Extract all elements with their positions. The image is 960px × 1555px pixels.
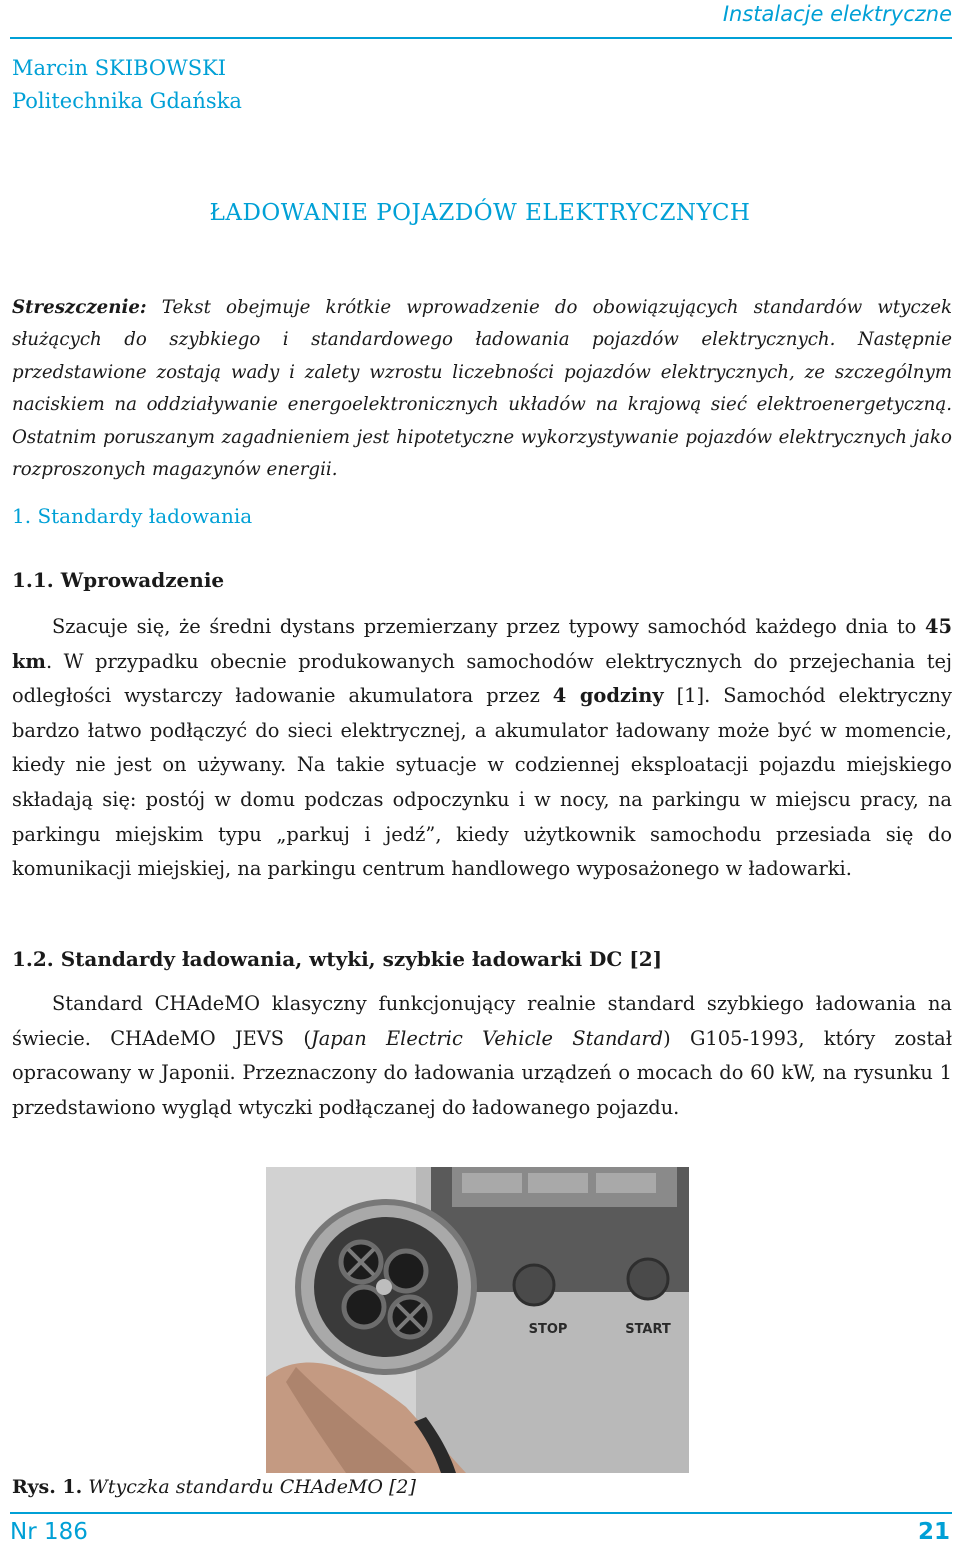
paragraph-italic: Japan Electric Vehicle Standard [310, 1026, 664, 1050]
author-block [12, 52, 242, 118]
article-title: ŁADOWANIE POJAZDÓW ELEKTRYCZNYCH [209, 200, 751, 226]
figure-caption [12, 1476, 416, 1498]
caption-text: Wtyczka standardu CHAdeMO [2] [82, 1476, 416, 1498]
figure-chademo-plug [266, 1167, 689, 1473]
paragraph-text: Standard CHAdeMO klasyczny funkcjonujący realnie standard szybkiego ładowania na świecie. CHAdeMO JEVS ( [12, 992, 952, 1050]
section-heading-1-2: 1.2. Standardy ładowania, wtyki, szybkie ładowarki DC [2] [12, 947, 663, 971]
abstract [12, 292, 952, 486]
paragraph-text: ) G105-1993, który został opracowany w Japonii. Przeznaczony do ładowania urządzeń o mocach do 60 kW, na rysunku 1 przedstawiono wygląd wtyczki podłączanej do ładowanego pojazdu. [12, 1026, 952, 1119]
abstract-label: Streszczenie: [12, 297, 147, 318]
stop-button-label: STOP [528, 1322, 568, 1337]
footer-divider [10, 1512, 952, 1514]
paragraph-text: . W przypadku obecnie produkowanych samochodów elektrycznych do przejechania tej odległości wystarczy ładowanie akumulatora przez [12, 649, 952, 708]
chademo-plug-photo [266, 1167, 689, 1473]
paragraph-text: Szacuje się, że średni dystans przemierzany przez typowy samochód każdego dnia to [52, 615, 926, 638]
charging-time-value: 4 godziny [552, 684, 664, 708]
page-number: 21 [917, 1519, 950, 1545]
author-name: Marcin SKIBOWSKI [12, 56, 227, 80]
issue-number: Nr 186 [10, 1519, 88, 1545]
paragraph-chademo [12, 987, 952, 1125]
header-divider [10, 37, 952, 39]
section-header: Instalacje elektryczne [722, 2, 952, 26]
paragraph-text: [1]. Samochód elektryczny bardzo łatwo podłączyć do sieci elektrycznej, a akumulator ładowany może być w momencie, kiedy nie jest on używany. Na takie sytuacje w codziennej eksploatacji pojazdu miejskiego składają się: postój w domu podczas odpoczynku i w nocy, na parkingu w miejscu pracy, na parkingu miejskim typu „parkuj i jedź”, kiedy użytkownik samochodu przesiada się do komunikacji miejskiej, na parkingu centrum handlowego wyposażonego w ładowarki. [12, 684, 952, 881]
paragraph-intro [12, 610, 952, 887]
author-affiliation: Politechnika Gdańska [12, 89, 242, 113]
distance-value: 45 km [12, 615, 952, 673]
caption-label: Rys. 1. [12, 1476, 83, 1498]
abstract-text: Tekst obejmuje krótkie wprowadzenie do obowiązujących standardów wtyczek służących do szybkiego i standardowego ładowania pojazdów elektrycznych. Następnie przedstawione zostają wady i zalety wzrostu liczebności pojazdów elektrycznych, ze szczególnym naciskiem na oddziaływanie energoelektronicznych układów na krajową sieć elektroenergetyczną. Ostatnim poruszanym zagadnieniem jest hipotetyczne wykorzystywanie pojazdów elektrycznych jako rozproszonych magazynów energii. [12, 297, 952, 481]
section-heading-1: 1. Standardy ładowania [12, 504, 253, 528]
section-heading-1-1: 1.1. Wprowadzenie [12, 568, 225, 592]
start-button-label: START [625, 1322, 671, 1337]
